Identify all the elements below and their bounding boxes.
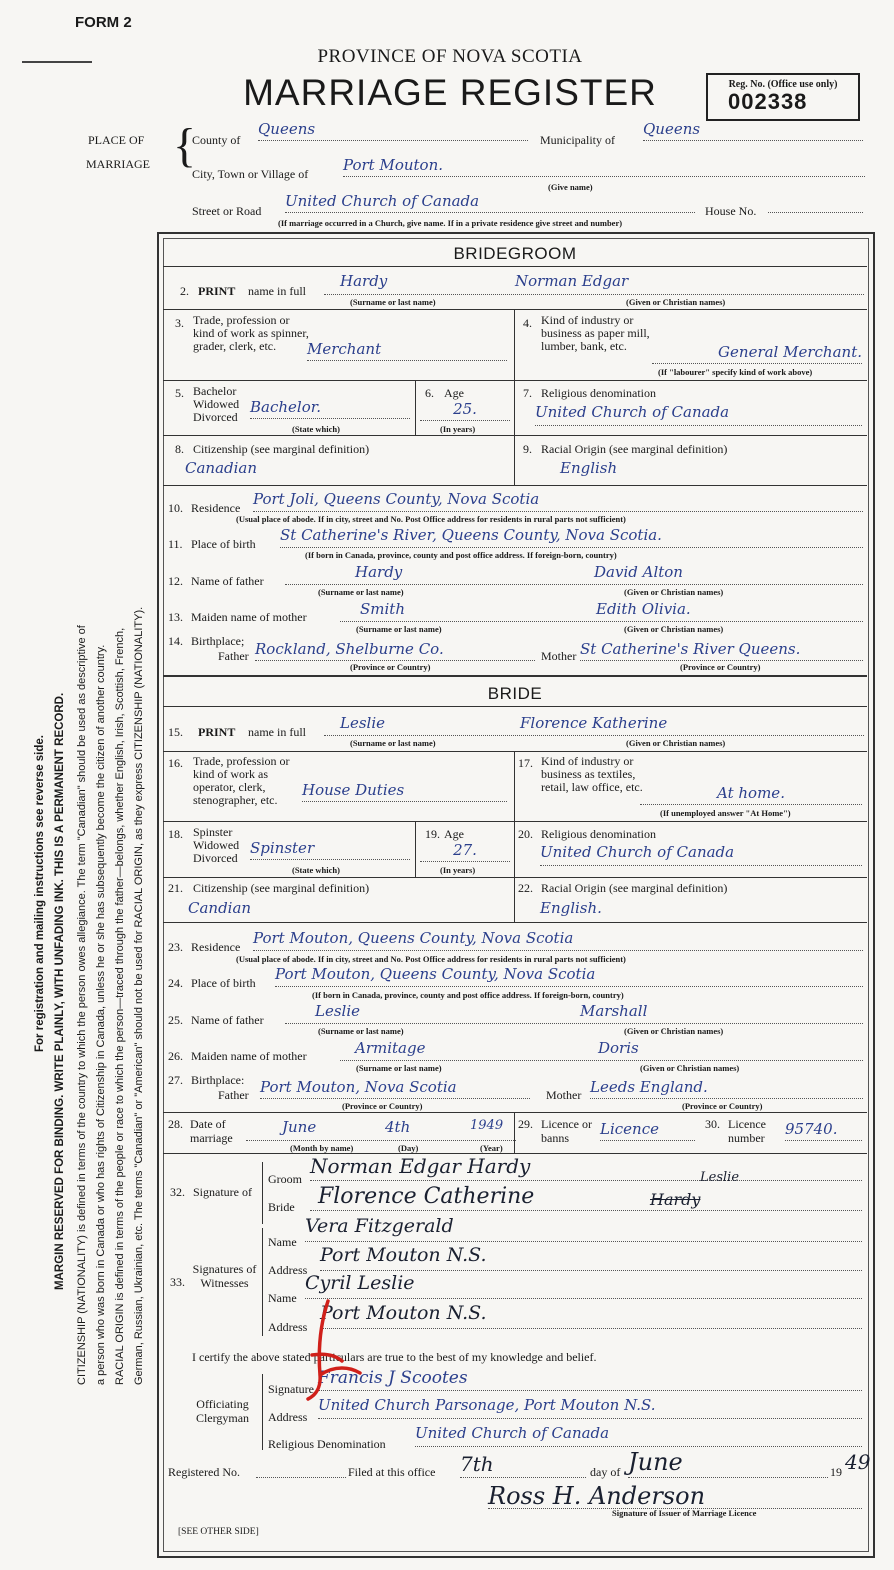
bride-f21-label: Citizenship (see marginal definition) — [193, 881, 370, 895]
issuer-label: Signature of Issuer of Marriage Licence — [612, 1508, 757, 1518]
bride-f15-label: name in full — [248, 725, 306, 739]
groom-mother-surname: Smith — [360, 600, 405, 618]
groom-father-surname-note: (Surname or last name) — [318, 587, 404, 597]
bride-f23-num: 23. — [168, 940, 183, 954]
bride-given: Florence Katherine — [520, 714, 668, 732]
bride-f19-label: Age — [444, 827, 464, 841]
pen-mark — [22, 61, 92, 63]
bride-f25-label: Name of father — [191, 1013, 264, 1027]
bride-residence-note: (Usual place of abode. If in city, street and No. Post Office address for residents in rural parts not sufficient) — [236, 954, 626, 964]
day-note: (Day) — [398, 1143, 419, 1153]
bride-f15-print: PRINT — [198, 725, 236, 739]
municipality-field — [643, 120, 863, 141]
page-title: MARRIAGE REGISTER — [243, 72, 657, 113]
groom-birthplace: St Catherine's River, Queens County, Nova Scotia. — [280, 526, 863, 548]
bride-birthplace: Port Mouton, Queens County, Nova Scotia — [275, 965, 863, 987]
groom-father-word: Father — [218, 649, 249, 663]
bride-father-given-note: (Given or Christian names) — [624, 1026, 724, 1036]
year-prefix: 19 — [830, 1465, 842, 1479]
groom-state-which: (State which) — [292, 424, 340, 434]
groom-f2-num: 2. — [180, 284, 189, 298]
bride-trade: House Duties — [302, 781, 507, 802]
county-value: Queens — [258, 120, 316, 138]
registered-field — [256, 1461, 346, 1478]
witness2-name-label: Name — [268, 1291, 297, 1305]
bride-f15-num: 15. — [168, 725, 183, 739]
groom-mother-province-note: (Province or Country) — [680, 662, 761, 672]
groom-surname-note: (Surname or last name) — [350, 297, 436, 307]
groom-religion: United Church of Canada — [535, 403, 862, 426]
bride-residence: Port Mouton, Queens County, Nova Scotia — [253, 929, 863, 951]
witness1-name: Vera Fitzgerald — [305, 1215, 862, 1242]
margin-line-6: German, Russian, Ukrainian, etc. The terms "Canadian" or "American" should not be used for RACIAL ORIGIN, as they express CITIZENSHIP (NATIONALITY). — [133, 606, 145, 1385]
groom-age: 25. — [420, 400, 510, 421]
bride-mother-surname: Armitage — [355, 1039, 426, 1057]
groom-f2-label: name in full — [248, 284, 306, 298]
filed-month: June — [628, 1448, 828, 1478]
issuer-signature: Ross H. Anderson — [488, 1482, 862, 1509]
city-label: City, Town or Village of — [192, 167, 309, 181]
give-name-note: (Give name) — [548, 182, 593, 192]
street-value: United Church of Canada — [285, 192, 480, 210]
marriage-month: June — [282, 1118, 317, 1136]
clergy-denomination: United Church of Canada — [415, 1424, 862, 1447]
city-value: Port Mouton. — [343, 156, 444, 174]
bride-f23-label: Residence — [191, 940, 241, 954]
groom-f12-num: 12. — [168, 574, 183, 588]
bride-in-years: (In years) — [440, 865, 476, 875]
groom-f9-label: Racial Origin (see marginal definition) — [541, 442, 728, 456]
groom-surname: Hardy — [340, 272, 388, 290]
groom-mother-surname-note: (Surname or last name) — [356, 624, 442, 634]
reg-number: 002338 — [728, 89, 808, 114]
licence-type: Licence — [600, 1120, 695, 1141]
groom-f12-label: Name of father — [191, 574, 264, 588]
filed-day: 7th — [460, 1452, 586, 1478]
bride-mother-given-note: (Given or Christian names) — [640, 1063, 740, 1073]
bride-state-which: (State which) — [292, 865, 340, 875]
margin-line-2: MARGIN RESERVED FOR BINDING. WRITE PLAINLY, WITH UNFADING INK. THIS IS A PERMANENT RECORD. — [54, 692, 66, 1290]
groom-f5-num: 5. — [175, 386, 184, 400]
month-note: (Month by name) — [290, 1143, 354, 1153]
province-heading: PROVINCE OF NOVA SCOTIA — [317, 46, 583, 67]
groom-f7-num: 7. — [523, 386, 532, 400]
bride-f16-label: Trade, profession or kind of work as operator, clerk, stenographer, etc. — [193, 754, 290, 807]
groom-racial: English — [560, 459, 618, 477]
groom-f10-label: Residence — [191, 501, 241, 515]
groom-residence-note: (Usual place of abode. If in city, street and No. Post Office address for residents in rural parts not sufficient) — [236, 514, 626, 524]
day-of-label: day of — [590, 1465, 621, 1479]
county-label: County of — [192, 133, 241, 147]
bride-father-word: Father — [218, 1088, 249, 1102]
witness2-address-label: Address — [268, 1320, 308, 1334]
bride-father-birthplace: Port Mouton, Nova Scotia — [260, 1078, 530, 1099]
bride-f16-num: 16. — [168, 756, 183, 770]
see-other-side: [SEE OTHER SIDE] — [178, 1527, 259, 1537]
groom-f3-label: Trade, profession or kind of work as spinner, grader, clerk, etc. — [193, 313, 309, 353]
street-field — [285, 192, 695, 213]
bride-sig-crossed: Hardy — [650, 1190, 701, 1209]
bride-status: Spinster — [250, 839, 410, 860]
groom-status: Bachelor. — [250, 398, 410, 419]
groom-given: Norman Edgar — [515, 272, 629, 290]
groom-f3-num: 3. — [175, 316, 184, 330]
house-label: House No. — [705, 204, 757, 218]
municipality-value: Queens — [643, 120, 701, 138]
reg-label: Reg. No. (Office use only) — [728, 79, 838, 90]
bride-f24-num: 24. — [168, 976, 183, 990]
bride-mother-birthplace: Leeds England. — [590, 1078, 863, 1099]
filed-year: 49 — [845, 1450, 871, 1474]
form-label: FORM 2 — [75, 14, 132, 31]
bride-mother-province-note: (Province or Country) — [682, 1101, 763, 1111]
bride-section-title: BRIDE — [487, 684, 543, 703]
bride-given-note: (Given or Christian names) — [626, 738, 726, 748]
groom-f10-num: 10. — [168, 501, 183, 515]
bride-sig-correction: Leslie — [700, 1170, 740, 1185]
bride-f19-num: 19. — [425, 827, 440, 841]
f28-num: 28. — [168, 1117, 183, 1131]
bride-age: 27. — [420, 841, 510, 862]
groom-f2-print: PRINT — [198, 284, 236, 298]
bride-sig-label: Bride — [268, 1200, 295, 1214]
bride-citizenship: Candian — [188, 899, 252, 917]
groom-f7-label: Religious denomination — [541, 386, 656, 400]
groom-mother-birthplace: St Catherine's River Queens. — [580, 640, 863, 661]
bride-birth-note: (If born in Canada, province, county and post office address. If foreign-born, country) — [312, 990, 624, 1000]
groom-f13-label: Maiden name of mother — [191, 610, 307, 624]
groom-f11-num: 11. — [168, 537, 183, 551]
year-note: (Year) — [480, 1143, 503, 1153]
f33-num: 33. — [170, 1275, 185, 1289]
groom-f4-label: Kind of industry or business as paper mill, lumber, bank, etc. — [541, 313, 650, 353]
groom-sig-label: Groom — [268, 1172, 302, 1186]
bride-father-field — [285, 1002, 863, 1024]
bride-f17-num: 17. — [518, 756, 533, 770]
bride-f20-num: 20. — [518, 827, 533, 841]
reg-number-box — [706, 73, 860, 121]
brace: { — [173, 119, 197, 172]
groom-given-note: (Given or Christian names) — [626, 297, 726, 307]
groom-father-given-note: (Given or Christian names) — [624, 587, 724, 597]
bride-f25-num: 25. — [168, 1013, 183, 1027]
bride-father-surname-note: (Surname or last name) — [318, 1026, 404, 1036]
f30-num: 30. — [705, 1117, 720, 1131]
witness2-address: Port Mouton N.S. — [320, 1302, 862, 1329]
bride-f21-num: 21. — [168, 881, 183, 895]
county-field — [258, 120, 528, 141]
bride-f24-label: Place of birth — [191, 976, 256, 990]
margin-line-3: CITIZENSHIP (NATIONALITY) is defined in terms of the country to which the person owes allegiance. The term "Canadian" should be used as descriptive of — [76, 625, 88, 1385]
groom-trade: Merchant — [307, 340, 507, 361]
officiating-label: Officiating Clergyman — [195, 1397, 250, 1425]
f32-num: 32. — [170, 1185, 185, 1199]
groom-father-surname: Hardy — [355, 563, 403, 581]
bride-mother-given: Doris — [598, 1039, 639, 1057]
street-label: Street or Road — [192, 204, 262, 218]
groom-f14-num: 14. — [168, 634, 183, 648]
groom-f6-num: 6. — [425, 386, 434, 400]
f29-label: Licence or banns — [541, 1117, 592, 1145]
groom-f11-label: Place of birth — [191, 537, 256, 551]
f33-label: Signatures of Witnesses — [192, 1262, 257, 1290]
groom-f13-num: 13. — [168, 610, 183, 624]
groom-father-birthplace: Rockland, Shelburne Co. — [255, 640, 535, 661]
bride-f22-label: Racial Origin (see marginal definition) — [541, 881, 728, 895]
bride-f22-num: 22. — [518, 881, 533, 895]
bride-f27-num: 27. — [168, 1073, 183, 1087]
groom-signature: Norman Edgar Hardy — [310, 1154, 862, 1181]
f32-label: Signature of — [193, 1185, 252, 1199]
bride-f17-label: Kind of industry or business as textiles, retail, law office, etc. — [541, 754, 643, 794]
filed-label: Filed at this office — [348, 1465, 436, 1479]
margin-line-4: a person who was born in Canada or who has rights of Citizenship in Canada, unless he or she has subsequently become the citizen of another country. — [95, 644, 107, 1385]
witness1-name-label: Name — [268, 1235, 297, 1249]
red-ink-mark — [290, 1295, 370, 1410]
groom-mother-word: Mother — [541, 649, 577, 663]
bride-f26-num: 26. — [168, 1049, 183, 1063]
groom-mother-given-note: (Given or Christian names) — [624, 624, 724, 634]
bride-f20-label: Religious denomination — [541, 827, 656, 841]
bride-surname-note: (Surname or last name) — [350, 738, 436, 748]
f28-label: Date of marriage — [190, 1117, 233, 1145]
bride-father-surname: Leslie — [315, 1002, 361, 1020]
groom-birth-note: (If born in Canada, province, county and post office address. If foreign-born, country) — [305, 550, 617, 560]
marriage-year: 1949 — [470, 1118, 504, 1133]
place-label-1: PLACE OF — [88, 133, 145, 147]
red-ink-stroke — [308, 1301, 360, 1399]
bride-surname: Leslie — [340, 714, 386, 732]
bride-f17-note: (If unemployed answer "At Home") — [660, 808, 791, 818]
groom-section-title: BRIDEGROOM — [453, 244, 577, 263]
bride-f18-num: 18. — [168, 827, 183, 841]
groom-f5-label: Bachelor Widowed Divorced — [193, 384, 240, 424]
municipality-label: Municipality of — [540, 133, 615, 147]
f30-label: Licence number — [728, 1117, 766, 1145]
groom-f8-num: 8. — [175, 442, 184, 456]
bride-mother-word: Mother — [546, 1088, 582, 1102]
bride-f18-label: Spinster Widowed Divorced — [193, 825, 240, 865]
groom-residence: Port Joli, Queens County, Nova Scotia — [253, 490, 863, 512]
place-label-2: MARRIAGE — [86, 157, 151, 171]
clergy-signature: Francis J Scootes — [318, 1368, 862, 1391]
witness1-address-label: Address — [268, 1263, 308, 1277]
groom-f9-num: 9. — [523, 442, 532, 456]
groom-father-province-note: (Province or Country) — [350, 662, 431, 672]
bride-father-given: Marshall — [580, 1002, 648, 1020]
groom-f8-label: Citizenship (see marginal definition) — [193, 442, 370, 456]
groom-in-years: (In years) — [440, 424, 476, 434]
bride-f26-label: Maiden name of mother — [191, 1049, 307, 1063]
marriage-day: 4th — [385, 1118, 411, 1136]
witness1-address: Port Mouton N.S. — [320, 1244, 862, 1271]
bride-father-province-note: (Province or Country) — [342, 1101, 423, 1111]
groom-industry: General Merchant. — [652, 343, 862, 364]
licence-number: 95740. — [785, 1120, 862, 1141]
clergy-address-label: Address — [268, 1410, 308, 1424]
margin-line-5: RACIAL ORIGIN is defined in terms of the people or race to which the person—traced through the father—belongs, whether English, Irish, Scottish, French, — [114, 627, 126, 1385]
groom-father-given: David Alton — [594, 563, 683, 581]
witness2-name: Cyril Leslie — [305, 1272, 862, 1299]
street-note: (If marriage occurred in a Church, give name. If in a private residence give street and number) — [278, 218, 623, 228]
groom-f6-label: Age — [444, 386, 464, 400]
bride-racial: English. — [540, 899, 602, 917]
house-field — [768, 192, 863, 213]
clergy-denomination-label: Religious Denomination — [268, 1437, 386, 1451]
groom-f14-label: Birthplace; — [191, 634, 245, 648]
bride-industry: At home. — [640, 784, 862, 805]
clergy-address: United Church Parsonage, Port Mouton N.S. — [318, 1396, 862, 1419]
clergy-signature-label: Signature — [268, 1382, 314, 1396]
groom-citizenship: Canadian — [185, 459, 258, 477]
bride-f27-label: Birthplace: — [191, 1073, 245, 1087]
bride-signature: Florence Catherine — [318, 1184, 535, 1209]
bride-mother-surname-note: (Surname or last name) — [356, 1063, 442, 1073]
groom-mother-given: Edith Olivia. — [596, 600, 691, 618]
f29-num: 29. — [518, 1117, 533, 1131]
margin-line-1: For registration and mailing instructions see reverse side. — [34, 735, 46, 1052]
certify-text: I certify the above stated particulars are true to the best of my knowledge and belief. — [192, 1350, 597, 1364]
groom-f4-num: 4. — [523, 316, 532, 330]
groom-f4-note: (If "labourer" specify kind of work above) — [658, 367, 813, 377]
registered-label: Registered No. — [168, 1465, 240, 1479]
bride-religion: United Church of Canada — [540, 843, 862, 866]
city-field — [343, 156, 865, 177]
